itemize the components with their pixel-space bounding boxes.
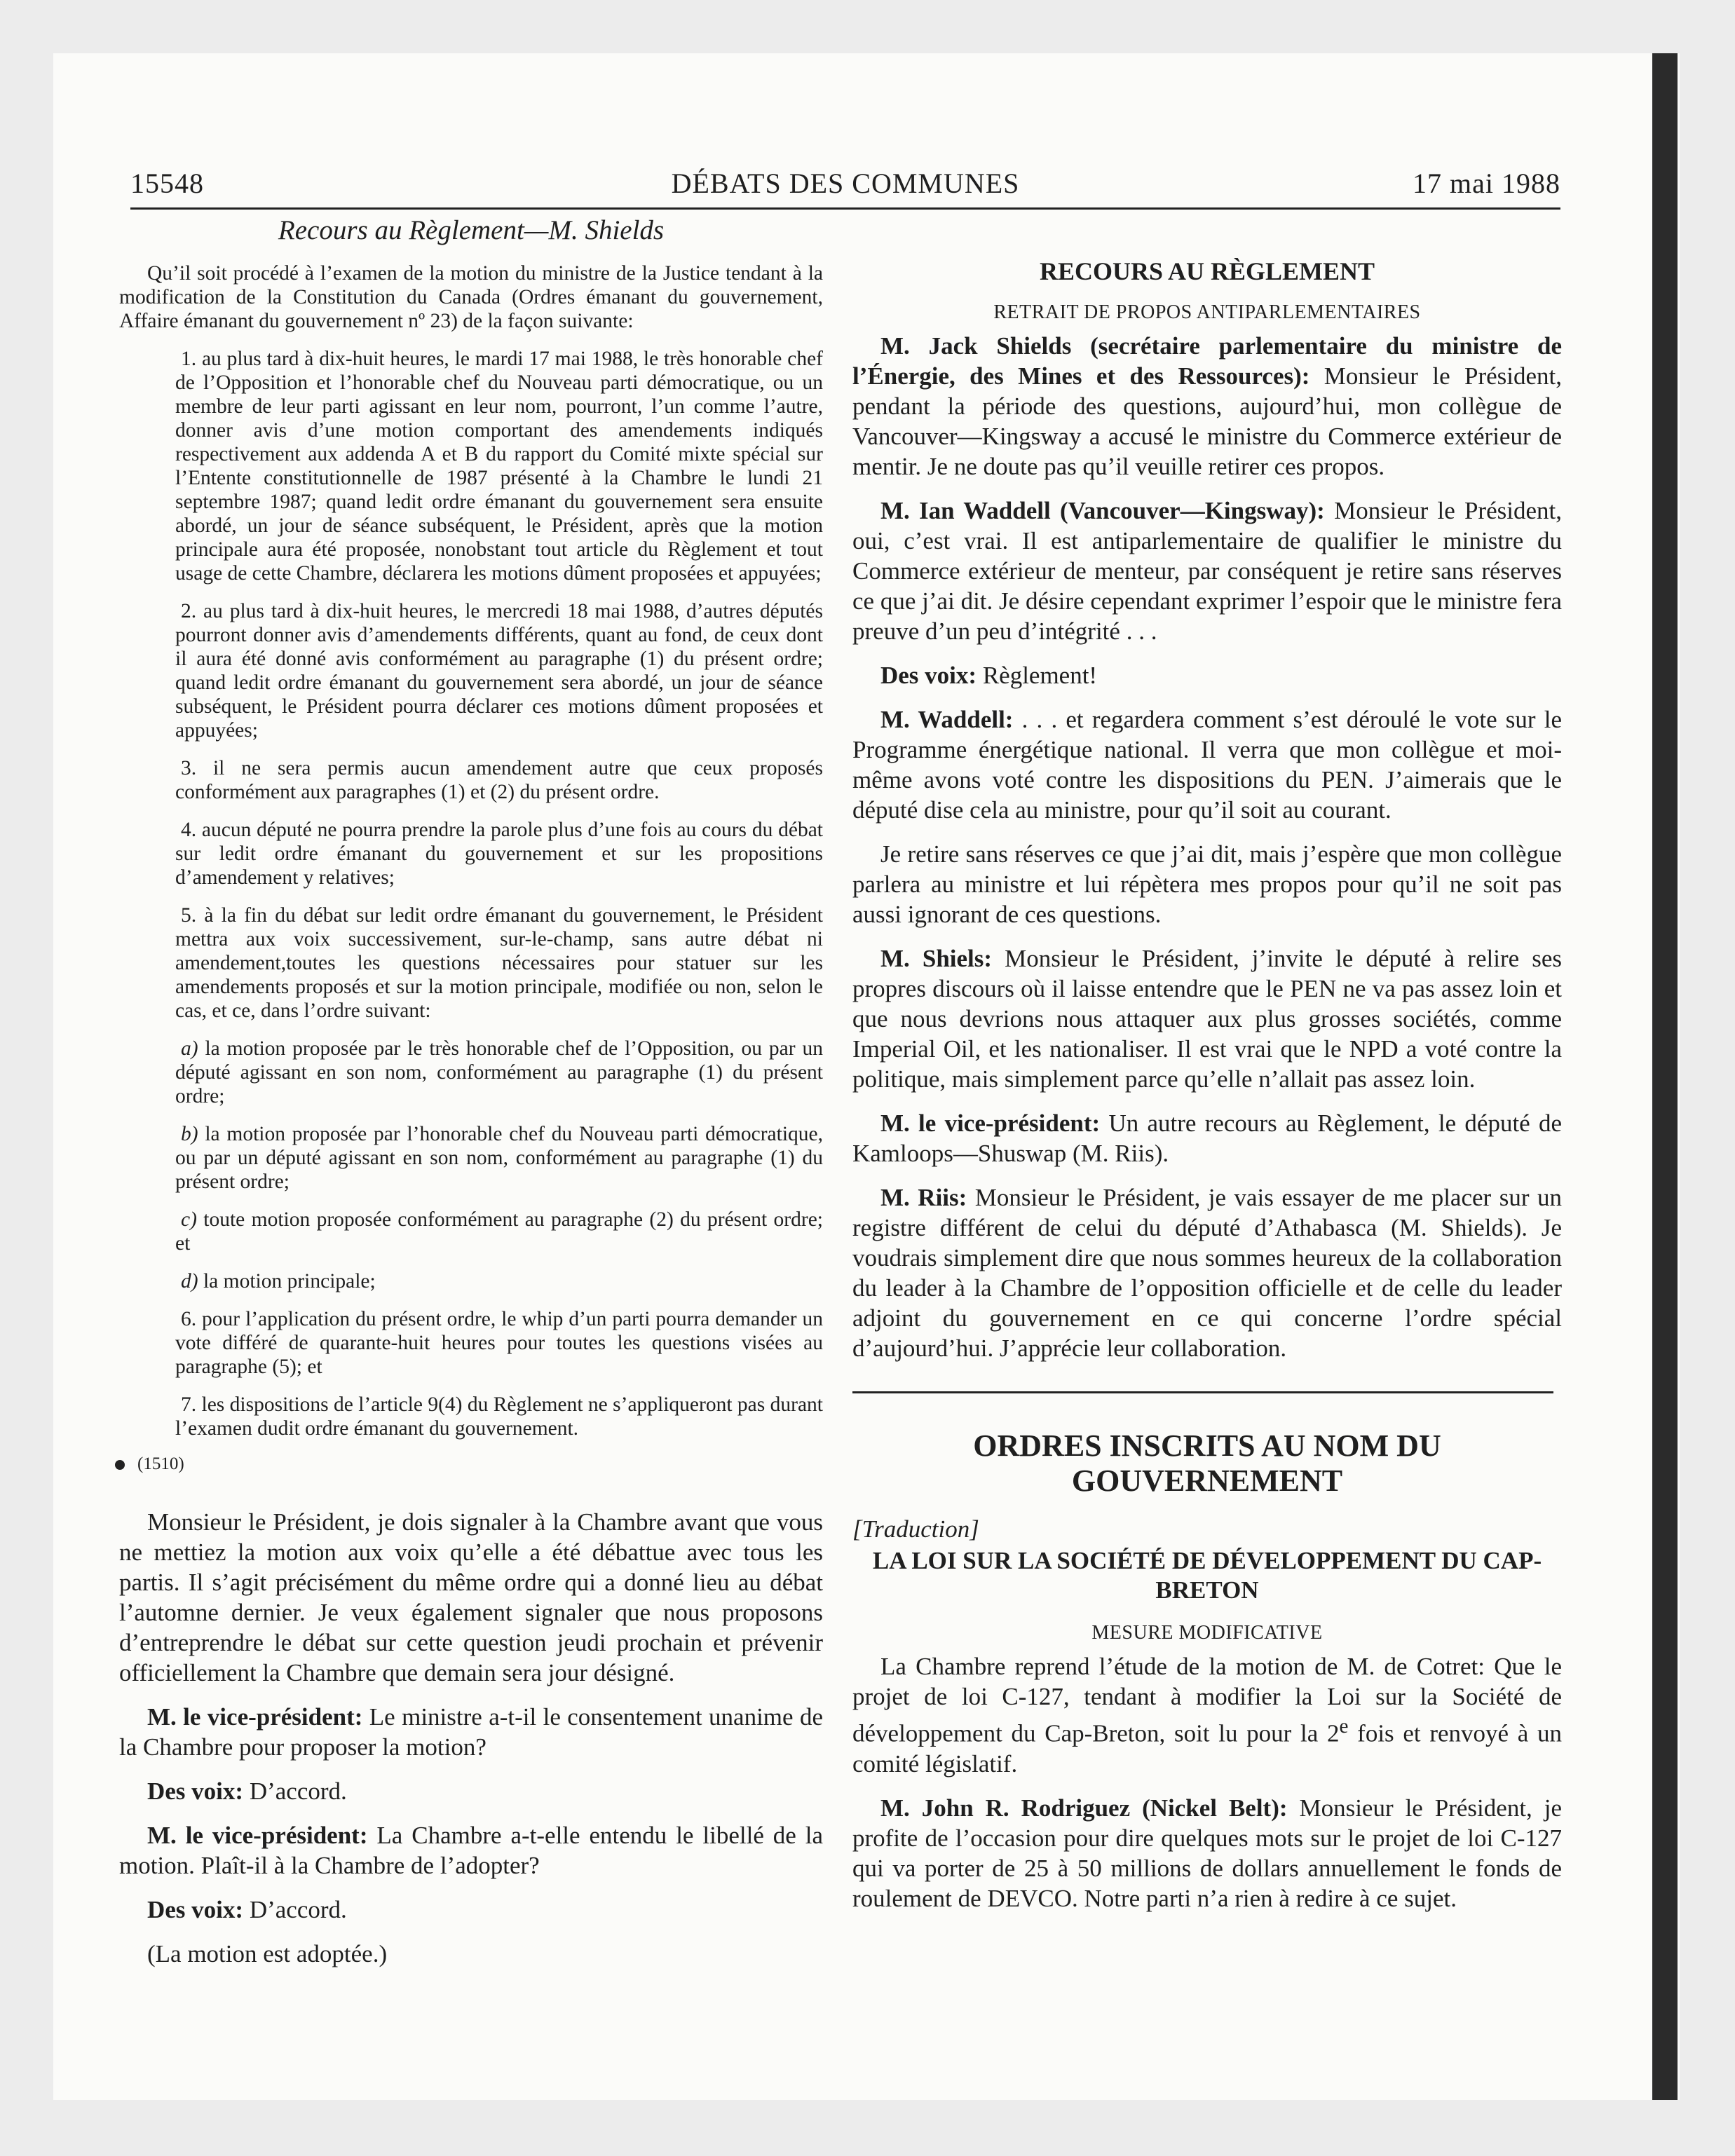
motion-item-6: 6. pour l’application du présent ordre, le whip d’un parti pourra demander un vote différé de quarante-huit heures pour toutes les questions visées au paragraphe (5); et xyxy=(175,1308,823,1378)
paragraph-5 xyxy=(852,839,1562,929)
resume-text-tail: fois et renvoyé à un comité législatif. xyxy=(852,1719,1562,1778)
subitem-letter: d) xyxy=(181,1270,198,1292)
subitem-text: toute motion proposée conformément au paragraphe (2) du présent ordre; et xyxy=(175,1208,823,1255)
paragraph-3 xyxy=(852,660,1562,690)
speaker-text: Le ministre a-t-il le consentement unanime de la Chambre pour proposer la motion? xyxy=(119,1703,823,1761)
time-marker xyxy=(115,1454,823,1474)
orders-title: ORDRES INSCRITS AU NOM DU GOUVERNEMENT xyxy=(973,1428,1441,1498)
subsection-title: RETRAIT DE PROPOS ANTIPARLEMENTAIRES xyxy=(993,301,1421,323)
motion-item-2: 2. au plus tard à dix-huit heures, le mercredi 18 mai 1988, d’autres députés pourront donner avis d’amendements différents, quant au fond, de ceux dont il aura été donné avis conformément au paragraphe (1) du présent ordre; quand ledit ordre émanant du gouvernement sera abordé, un jour de séance subséquent, le Président pourra déclarer ces motions dûment proposées et appuyées; xyxy=(175,600,823,742)
journal-title: DÉBATS DES COMMUNES xyxy=(671,168,1020,199)
speaker-name: M. Shiels: xyxy=(880,945,993,972)
subitem-letter: a) xyxy=(181,1037,198,1060)
speaker-name: M. Jack Shields (secrétaire parlementaire du ministre de l’Énergie, des Mines et des Ressources): xyxy=(852,332,1562,390)
section-divider xyxy=(852,1391,1553,1393)
bill-subtitle: MESURE MODIFICATIVE xyxy=(1091,1622,1323,1644)
motion-subitem-b xyxy=(175,1122,823,1194)
paragraph-6 xyxy=(852,943,1562,1094)
motion-subitem-c xyxy=(175,1208,823,1255)
time-marker-text: (1510) xyxy=(137,1454,184,1473)
exchange-3 xyxy=(119,1820,823,1881)
motion-item-3: 3. il ne sera permis aucun amendement autre que ceux proposés conformément aux paragraphes (1) et (2) du présent ordre. xyxy=(175,757,823,803)
speaker-name: M. Ian Waddell (Vancouver—Kingsway): xyxy=(880,497,1325,524)
speaker-text: Règlement! xyxy=(977,662,1098,689)
motion-intro: Qu’il soit procédé à l’examen de la motion du ministre de la Justice tendant à la modification de la Constitution du Canada (Ordres émanant du gouvernement, Affaire émanant du gouvernement nº 23) de la façon suivante: xyxy=(119,262,823,332)
motion-adopted: (La motion est adoptée.) xyxy=(147,1940,388,1967)
superscript: e xyxy=(1339,1715,1349,1738)
issue-date: 17 mai 1988 xyxy=(1413,168,1560,199)
speaker-text: Monsieur le Président, pendant la période des questions, aujourd’hui, mon collègue de Vancouver—Kingsway a accusé le ministre du Commerce extérieur de mentir. Je ne doute pas qu’il veuille retirer ces propos. xyxy=(852,362,1562,480)
resume-paragraph xyxy=(852,1651,1562,1779)
exchange-4 xyxy=(119,1895,823,1925)
paragraph-7 xyxy=(852,1108,1562,1168)
page-number: 15548 xyxy=(130,168,204,199)
left-column xyxy=(119,214,823,1474)
exchange-2 xyxy=(119,1776,823,1806)
page-header xyxy=(130,163,1560,210)
resume-text: La Chambre reprend l’étude de la motion de M. de Cotret: Que le projet de loi C-127, tendant à modifier la Loi sur la Société de développement du Cap-Breton, soit lu pour la 2 xyxy=(852,1653,1562,1747)
speaker-name: Des voix: xyxy=(147,1896,244,1923)
speaker-name: M. Riis: xyxy=(880,1184,967,1211)
speaker-name: M. le vice-président: xyxy=(147,1822,368,1849)
speaker-text: Un autre recours au Règlement, le député de Kamloops—Shuswap (M. Riis). xyxy=(852,1110,1563,1167)
speaker-text: Je retire sans réserves ce que j’ai dit, mais j’espère que mon collègue parlera au ministre et lui répètera mes propos pour qu’il ne soit pas aussi ignorant de ces questions. xyxy=(852,840,1562,928)
speaker-name: M. le vice-président: xyxy=(880,1110,1101,1137)
exchange-1 xyxy=(119,1702,823,1762)
translation-note: [Traduction] xyxy=(852,1515,979,1543)
speaker-text: Monsieur le Président, j’invite le député à relire ses propres discours où il laisse entendre que le PEN ne va pas assez loin et que nous devrions nous attaquer aux plus grosses sociétés, comme Imperial Oil, et les nationaliser. Il est vrai que le NPD a voté contre la politique, mais simplement parce qu’elle n’allait pas assez loin. xyxy=(852,945,1562,1093)
bullet-dot-icon xyxy=(115,1460,125,1470)
speaker-name: M. Waddell: xyxy=(880,706,1014,733)
rodriguez-paragraph xyxy=(852,1793,1562,1913)
speaker-text: D’accord. xyxy=(243,1778,347,1805)
subitem-text: la motion proposée par l’honorable chef du Nouveau parti démocratique, ou par un député agissant en son nom, conformément au paragraphe (1) du présent ordre; xyxy=(175,1123,823,1193)
speaker-text: . . . et regardera comment s’est déroulé le vote sur le Programme énergétique national. Il verra que mon collègue et moi-même avons voté contre les dispositions du PEN. J’aimerais que le député dise cela au ministre, pour qu’il soit au courant. xyxy=(852,706,1562,824)
speaker-name: M. le vice-président: xyxy=(147,1703,363,1731)
speaker-text: Monsieur le Président, je vais essayer de me placer sur un registre différent de celui du député d’Athabasca (M. Shields). Je voudrais simplement dire que nous sommes heureux de la collaboration du leader à la Chambre de l’opposition officielle et de celle du leader adjoint du gouvernement en ce qui concerne l’ordre spécial d’aujourd’hui. J’apprécie leur collaboration. xyxy=(852,1184,1562,1362)
paragraph-8 xyxy=(852,1182,1562,1363)
motion-item-5: 5. à la fin du débat sur ledit ordre émanant du gouvernement, le Président mettra aux voix successivement, sur-le-champ, sans autre débat ni amendement,toutes les questions nécessaires pour statuer sur les amendements proposés et sur la motion principale, modifiée ou non, selon le cas, et ce, dans l’ordre suivant: xyxy=(175,904,823,1022)
bill-title: LA LOI SUR LA SOCIÉTÉ DE DÉVELOPPEMENT DU CAP-BRETON xyxy=(872,1547,1542,1604)
speech-paragraph: Monsieur le Président, je dois signaler à la Chambre avant que vous ne mettiez la motion aux voix qu’elle a été débattue avec tous les partis. Il s’agit précisément du même ordre qui a donné lieu au débat l’automne dernier. Je veux également signaler que nous proposons d’entreprendre le débat sur cette question jeudi prochain et prévenir officiellement la Chambre que demain sera jour désigné. xyxy=(119,1508,823,1686)
motion-item-1: 1. au plus tard à dix-huit heures, le mardi 17 mai 1988, le très honorable chef de l’Opposition et l’honorable chef du Nouveau parti démocratique, ou un membre de leur parti agissant en leur nom, pourront, l’un comme l’autre, donner avis d’une motion comportant des amendements indiqués respectivement aux addenda A et B du rapport du Comité mixte spécial sur l’Entente constitutionnelle de 1987 présenté à la Chambre le lundi 21 septembre 1987; quand ledit ordre émanant du gouvernement sera ensuite abordé, un jour de séance subséquent, le Président, après que la motion principale aura été proposée, nonobstant tout article du Règlement et tout usage de cette Chambre, déclarera les motions dûment proposées et appuyées; xyxy=(175,348,823,585)
speaker-name: M. John R. Rodriguez (Nickel Belt): xyxy=(880,1794,1288,1822)
paragraph-1 xyxy=(852,331,1562,482)
speaker-name: Des voix: xyxy=(880,662,977,689)
left-column-lower xyxy=(119,1507,823,1983)
motion-item-7: 7. les dispositions de l’article 9(4) du Règlement ne s’appliqueront pas durant l’examen dudit ordre émanant du gouvernement. xyxy=(175,1393,823,1440)
speaker-name: Des voix: xyxy=(147,1778,244,1805)
subitem-text: la motion proposée par le très honorable chef de l’Opposition, ou par un député agissant en son nom, conformément au paragraphe (1) du présent ordre; xyxy=(175,1037,823,1107)
subitem-text: la motion principale; xyxy=(198,1270,376,1292)
paragraph-4 xyxy=(852,704,1562,825)
motion-subitem-d xyxy=(175,1269,823,1293)
subitem-letter: c) xyxy=(181,1208,197,1231)
motion-item-4: 4. aucun député ne pourra prendre la parole plus d’une fois au cours du débat sur ledit ordre émanant du gouvernement et sur les propositions d’amendement y relatives; xyxy=(175,819,823,889)
subitem-letter: b) xyxy=(181,1123,198,1145)
speaker-text: La Chambre a-t-elle entendu le libellé de la motion. Plaît-il à la Chambre de l’adopter? xyxy=(119,1822,823,1879)
paragraph-2 xyxy=(852,496,1562,646)
page-edge-shadow xyxy=(1652,53,1678,2100)
section-title: RECOURS AU RÈGLEMENT xyxy=(1039,257,1375,285)
speaker-text: D’accord. xyxy=(243,1896,347,1923)
motion-subitem-a xyxy=(175,1037,823,1108)
speaker-text: Monsieur le Président, je profite de l’occasion pour dire quelques mots sur le projet de loi C-127 qui va porter de 25 à 50 millions de dollars annuellement le fonds de roulement de DEVCO. Notre parti n’a rien à redire à ce sujet. xyxy=(852,1794,1562,1912)
running-head: Recours au Règlement—M. Shields xyxy=(278,215,665,245)
right-column xyxy=(852,257,1562,1928)
speaker-text: Monsieur le Président, oui, c’est vrai. Il est antiparlementaire de qualifier le ministre du Commerce extérieur de menteur, par conséquent je retire sans réserves ce que j’ai dit. Je désire cependant exprimer l’espoir que le ministre fera preuve d’un peu d’intégrité . . . xyxy=(852,497,1562,645)
